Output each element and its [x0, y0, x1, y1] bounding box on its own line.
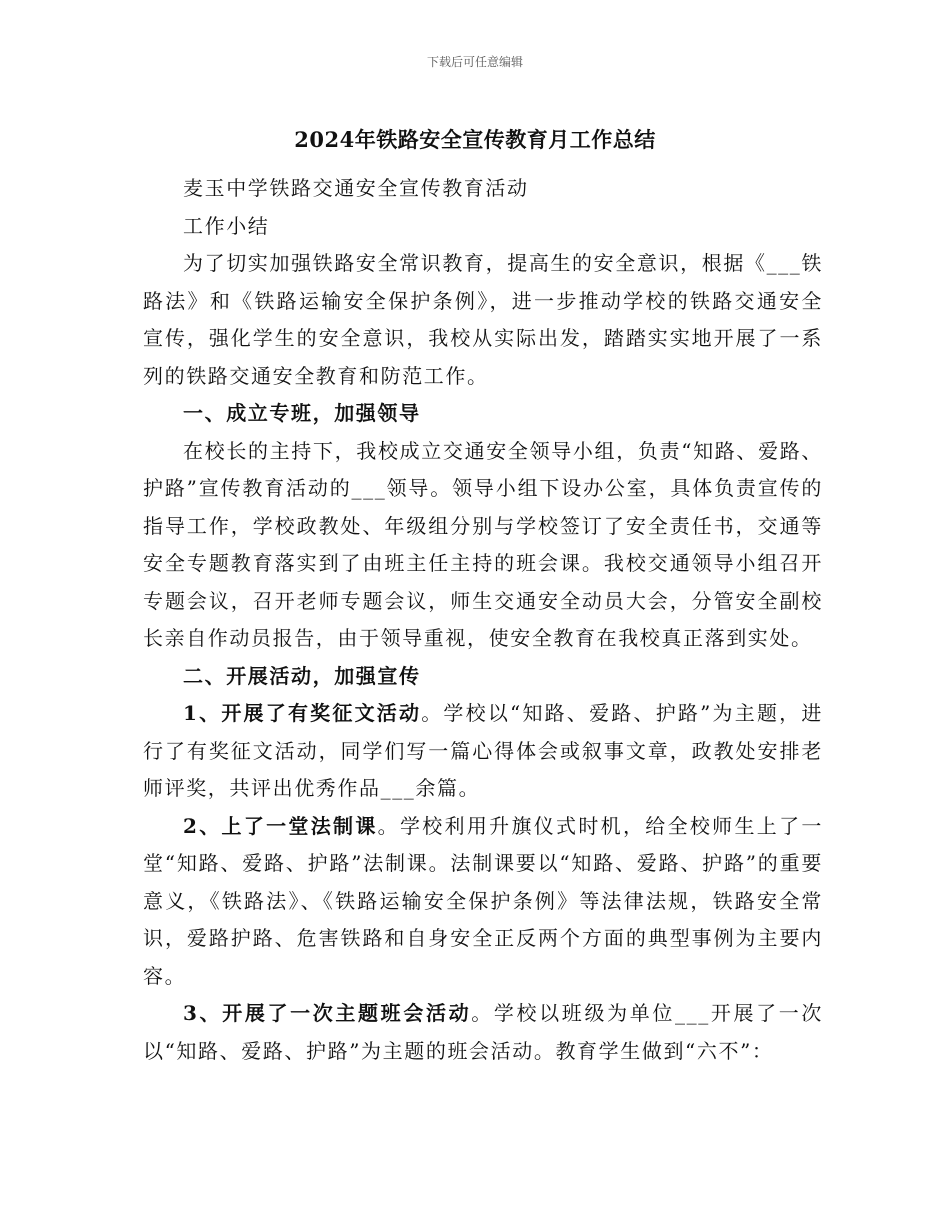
section-heading-2: 二、开展活动，加强宣传 — [183, 663, 421, 688]
section-1-paragraph: 在校长的主持下，我校成立交通安全领导小组，负责“知路、爱路、护路”宣传教育活动的___领导。领导小组下设办公室，具体负责宣传的指导工作，学校政教处、年级组分别与学校签订了安全责任书，交通等安全专题教育落实到了由班主任主持的班会课。我校交通领导小组召开专题会议，召开老师专题会议，师生交通安全动员大会，分管安全副校长亲自作动员报告，由于领导重视，使安全教育在我校真正落到实处。 — [143, 438, 823, 650]
intro-paragraph: 为了切实加强铁路安全常识教育，提高生的安全意识，根据《___铁路法》和《铁路运输安全保护条例》，进一步推动学校的铁路交通安全宣传，强化学生的安全意识，我校从实际出发，踏踏实实地开展了一系列的铁路交通安全教育和防范工作。 — [143, 251, 823, 388]
item-3-lead: 3、开展了一次主题班会活动 — [183, 1001, 472, 1025]
item-3-text: 。学校以班级为单位___开展了一次以“知路、爱路、护路”为主题的班会活动。教育学生做到“六不”： — [143, 1001, 824, 1063]
header-note: 下载后可任意编辑 — [426, 55, 523, 69]
item-2-lead: 2、上了一堂法制课 — [183, 813, 378, 838]
item-2-text: 。学校利用升旗仪式时机，给全校师生上了一堂“知路、爱路、护路”法制课。法制课要以“知路、爱路、护路”的重要意义，《铁路法》、《铁路运输安全保护条例》等法律法规，铁路安全常识，爱路护路、危害铁路和自身安全正反两个方面的典型事例为主要内容。 — [143, 813, 823, 988]
document-body — [143, 170, 823, 1070]
item-1-paragraph — [143, 695, 823, 808]
subtitle-line-1: 麦玉中学铁路交通安全宣传教育活动 — [183, 176, 529, 200]
item-1-text: 。学校以“知路、爱路、护路”为主题，进行了有奖征文活动，同学们写一篇心得体会或叙事文章，政教处安排老师评奖，共评出优秀作品___余篇。 — [143, 701, 823, 800]
subtitle-line-2: 工作小结 — [183, 213, 270, 238]
document-title: 2024年铁路安全宣传教育月工作总结 — [294, 127, 656, 152]
item-1-lead: 1、开展了有奖征文活动 — [183, 701, 422, 725]
item-3-paragraph — [143, 995, 823, 1070]
item-2-paragraph — [143, 808, 823, 996]
section-heading-1: 一、成立专班，加强领导 — [183, 401, 421, 425]
